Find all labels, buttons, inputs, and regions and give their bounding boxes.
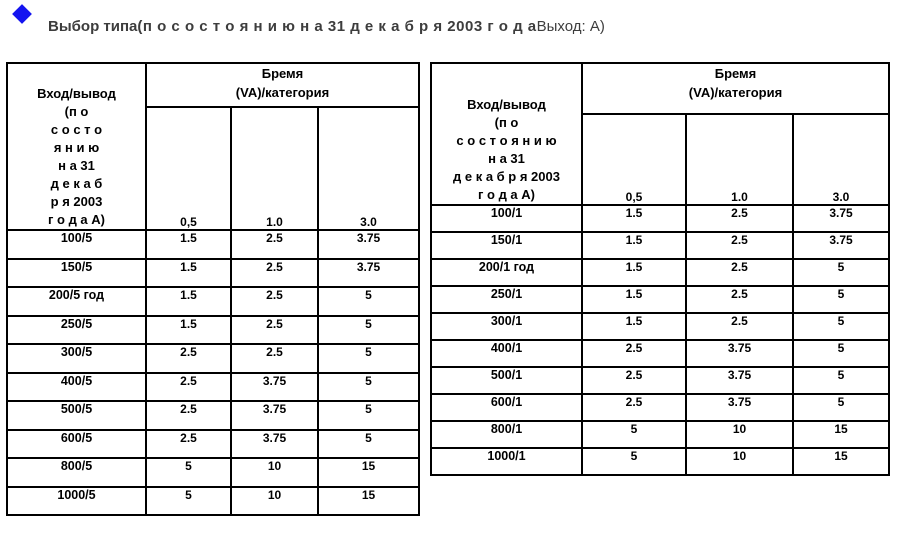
value-cell: 15 xyxy=(793,421,889,448)
table-row xyxy=(7,373,419,402)
row-label: 500/1 xyxy=(431,367,582,394)
value-cell: 5 xyxy=(793,286,889,313)
row-label: 300/5 xyxy=(7,344,146,373)
value-cell: 15 xyxy=(793,448,889,475)
value-cell: 10 xyxy=(686,421,793,448)
value-cell: 3.75 xyxy=(231,373,318,402)
value-cell: 2.5 xyxy=(231,287,318,316)
value-cell: 5 xyxy=(793,259,889,286)
burden-category-header: Бремя (VA)/категория xyxy=(582,63,889,114)
value-cell: 5 xyxy=(793,313,889,340)
table-row xyxy=(431,394,889,421)
value-cell: 1.5 xyxy=(582,313,686,340)
table-row xyxy=(7,230,419,259)
burden-table-secondary-5a xyxy=(6,62,420,516)
value-cell: 1.5 xyxy=(582,259,686,286)
table-header-row-group xyxy=(431,63,889,114)
row-label: 800/1 xyxy=(431,421,582,448)
row-label: 1000/5 xyxy=(7,487,146,516)
value-cell: 3.75 xyxy=(686,394,793,421)
value-cell: 5 xyxy=(318,401,419,430)
value-cell: 2.5 xyxy=(686,313,793,340)
value-cell: 1.5 xyxy=(582,286,686,313)
row-label: 250/5 xyxy=(7,316,146,345)
value-cell: 5 xyxy=(318,344,419,373)
value-cell: 10 xyxy=(231,487,318,516)
value-cell: 2.5 xyxy=(686,205,793,232)
value-cell: 10 xyxy=(231,458,318,487)
row-label: 100/1 xyxy=(431,205,582,232)
value-cell: 5 xyxy=(146,487,231,516)
column-header: 0,5 xyxy=(146,107,231,230)
input-output-header: Вход/вывод (п о с о с т о я н и ю н а 31 д е к а б р я 2003 г о д а А) xyxy=(7,63,146,230)
table-header-row-group xyxy=(7,63,419,107)
table-row xyxy=(7,316,419,345)
row-label: 100/5 xyxy=(7,230,146,259)
table-row xyxy=(431,313,889,340)
row-label: 300/1 xyxy=(431,313,582,340)
row-label: 150/5 xyxy=(7,259,146,288)
value-cell: 5 xyxy=(582,448,686,475)
page-title-text xyxy=(48,18,605,35)
value-cell: 2.5 xyxy=(146,430,231,459)
value-cell: 2.5 xyxy=(582,394,686,421)
value-cell: 2.5 xyxy=(146,401,231,430)
value-cell: 2.5 xyxy=(146,344,231,373)
row-label: 1000/1 xyxy=(431,448,582,475)
value-cell: 1.5 xyxy=(582,205,686,232)
value-cell: 2.5 xyxy=(146,373,231,402)
title-bold-part: Выбор типа xyxy=(48,18,138,35)
column-header: 3.0 xyxy=(793,114,889,205)
burden-category-header: Бремя (VA)/категория xyxy=(146,63,419,107)
value-cell: 10 xyxy=(686,448,793,475)
table-row xyxy=(7,430,419,459)
value-cell: 2.5 xyxy=(582,340,686,367)
value-cell: 3.75 xyxy=(793,232,889,259)
table-row xyxy=(431,205,889,232)
column-header: 1.0 xyxy=(231,107,318,230)
table-row xyxy=(431,259,889,286)
value-cell: 2.5 xyxy=(231,316,318,345)
value-cell: 5 xyxy=(793,367,889,394)
table-row xyxy=(431,421,889,448)
value-cell: 15 xyxy=(318,458,419,487)
burden-table-secondary-1a xyxy=(430,62,890,476)
value-cell: 2.5 xyxy=(231,230,318,259)
value-cell: 3.75 xyxy=(686,340,793,367)
value-cell: 5 xyxy=(582,421,686,448)
column-header: 0,5 xyxy=(582,114,686,205)
row-label: 800/5 xyxy=(7,458,146,487)
row-label: 250/1 xyxy=(431,286,582,313)
value-cell: 3.75 xyxy=(231,401,318,430)
value-cell: 5 xyxy=(318,373,419,402)
value-cell: 3.75 xyxy=(793,205,889,232)
value-cell: 1.5 xyxy=(146,230,231,259)
value-cell: 3.75 xyxy=(231,430,318,459)
row-label: 200/1 год xyxy=(431,259,582,286)
value-cell: 3.75 xyxy=(686,367,793,394)
value-cell: 2.5 xyxy=(582,367,686,394)
value-cell: 5 xyxy=(318,316,419,345)
value-cell: 5 xyxy=(318,287,419,316)
row-label: 150/1 xyxy=(431,232,582,259)
table-row xyxy=(7,259,419,288)
value-cell: 3.75 xyxy=(318,259,419,288)
value-cell: 1.5 xyxy=(146,316,231,345)
table-row xyxy=(7,344,419,373)
table-row xyxy=(7,458,419,487)
table-row xyxy=(431,232,889,259)
diamond-bullet-icon xyxy=(12,4,32,24)
row-label: 200/5 год xyxy=(7,287,146,316)
row-label: 600/5 xyxy=(7,430,146,459)
table-row xyxy=(7,287,419,316)
value-cell: 1.5 xyxy=(582,232,686,259)
value-cell: 2.5 xyxy=(686,286,793,313)
value-cell: 5 xyxy=(793,394,889,421)
table-row xyxy=(431,286,889,313)
value-cell: 5 xyxy=(793,340,889,367)
table-row xyxy=(7,401,419,430)
table-row xyxy=(431,448,889,475)
value-cell: 5 xyxy=(318,430,419,459)
row-label: 600/1 xyxy=(431,394,582,421)
column-header: 1.0 xyxy=(686,114,793,205)
value-cell: 3.75 xyxy=(318,230,419,259)
table-row xyxy=(431,367,889,394)
value-cell: 2.5 xyxy=(231,259,318,288)
value-cell: 5 xyxy=(146,458,231,487)
title-regular-part: Выход: А) xyxy=(536,18,605,35)
row-label: 500/5 xyxy=(7,401,146,430)
row-label: 400/1 xyxy=(431,340,582,367)
value-cell: 2.5 xyxy=(686,259,793,286)
value-cell: 2.5 xyxy=(686,232,793,259)
value-cell: 1.5 xyxy=(146,287,231,316)
title-spaced-part: (п о с о с т о я н и ю н а 31 д е к а б р я 2003 г о д а xyxy=(137,18,537,35)
table-row xyxy=(7,487,419,516)
value-cell: 15 xyxy=(318,487,419,516)
input-output-header: Вход/вывод (п о с о с т о я н и ю н а 31 д е к а б р я 2003 г о д а А) xyxy=(431,63,582,205)
table-row xyxy=(431,340,889,367)
column-header: 3.0 xyxy=(318,107,419,230)
value-cell: 2.5 xyxy=(231,344,318,373)
row-label: 400/5 xyxy=(7,373,146,402)
value-cell: 1.5 xyxy=(146,259,231,288)
